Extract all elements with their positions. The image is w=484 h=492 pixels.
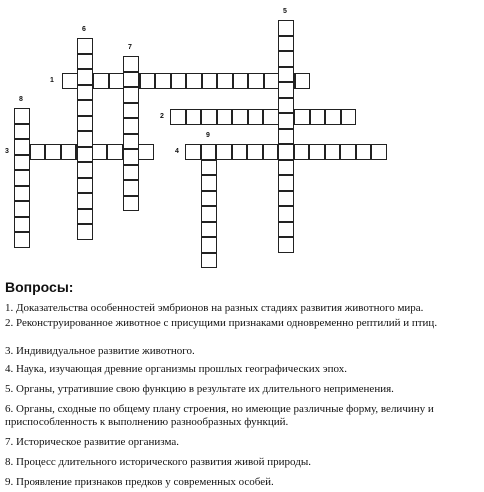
crossword-cell [201, 160, 217, 176]
crossword-cell [123, 196, 139, 212]
crossword-cell [278, 222, 294, 238]
clue-number-8: 8 [19, 96, 23, 103]
crossword-cell [247, 144, 263, 160]
crossword-cell [232, 109, 248, 125]
crossword-cell [14, 217, 30, 233]
crossword-cell [61, 144, 77, 160]
question-6: 6. Органы, сходные по общему плану строения, но имеющие различные форму, величину и приспособленность к выполнению разнообразных функций. [5, 403, 434, 428]
crossword-cell [278, 113, 294, 129]
crossword-cell [14, 232, 30, 248]
question-2: 2. Реконструированное животное с присущими признаками одновременно рептилий и птиц. [5, 317, 438, 329]
crossword-cell [325, 109, 341, 125]
crossword-cell [340, 144, 356, 160]
crossword-cell [77, 85, 93, 101]
crossword-cell [278, 175, 294, 191]
question-7: 7. Историческое развитие организма. [5, 436, 180, 448]
crossword-cell [123, 118, 139, 134]
crossword-cell [217, 109, 233, 125]
crossword-cell [201, 222, 217, 238]
question-4: 4. Наука, изучающая древние организмы прошлых географических эпох. [5, 363, 347, 375]
clue-number-1: 1 [50, 77, 54, 84]
clue-number-9: 9 [206, 132, 210, 139]
crossword-cell [232, 144, 248, 160]
question-1: 1. Доказательства особенностей эмбрионов на разных стадиях развития животного мира. [5, 302, 424, 314]
crossword-cell [278, 67, 294, 83]
crossword-cell [248, 73, 264, 89]
clue-number-3: 3 [5, 148, 9, 155]
crossword-cell [216, 144, 232, 160]
crossword-cell [171, 73, 187, 89]
crossword-cell [201, 109, 217, 125]
clue-number-2: 2 [160, 113, 164, 120]
clue-number-4: 4 [175, 148, 179, 155]
crossword-cell [109, 73, 125, 89]
question-5: 5. Органы, утратившие свою функцию в результате их длительного неприменения. [5, 383, 394, 395]
clue-number-7: 7 [128, 44, 132, 51]
crossword-cell [278, 129, 294, 145]
crossword-cell [201, 144, 217, 160]
crossword-cell [278, 144, 294, 160]
crossword-cell [123, 56, 139, 72]
crossword-cell [14, 201, 30, 217]
crossword-cell [201, 175, 217, 191]
crossword-cell [278, 160, 294, 176]
crossword-cell [233, 73, 249, 89]
crossword-cell [123, 103, 139, 119]
question-3: 3. Индивидуальное развитие животного. [5, 345, 195, 357]
crossword-cell [45, 144, 61, 160]
crossword-cell [325, 144, 341, 160]
crossword-cell [123, 180, 139, 196]
crossword-cell [201, 237, 217, 253]
crossword-cell [77, 38, 93, 54]
crossword-cell [123, 72, 139, 88]
crossword-cell [295, 73, 311, 89]
crossword-cell [107, 144, 123, 160]
crossword-cell [77, 193, 93, 209]
clue-number-6: 6 [82, 26, 86, 33]
crossword-cell [278, 82, 294, 98]
crossword-cell [202, 73, 218, 89]
crossword-cell [185, 144, 201, 160]
clue-number-5: 5 [283, 8, 287, 15]
crossword-cell [278, 191, 294, 207]
crossword-cell [14, 155, 30, 171]
crossword-cell [310, 109, 326, 125]
crossword-cell [294, 144, 310, 160]
crossword-cell [278, 206, 294, 222]
crossword-cell [77, 147, 93, 163]
crossword-cell [14, 186, 30, 202]
crossword-cell [371, 144, 387, 160]
crossword-cell [77, 69, 93, 85]
crossword-cell [309, 144, 325, 160]
crossword-cell [77, 162, 93, 178]
crossword-cell [123, 87, 139, 103]
crossword-cell [278, 51, 294, 67]
crossword-cell [356, 144, 372, 160]
crossword-cell [186, 109, 202, 125]
question-8: 8. Процесс длительного исторического развития живой природы. [5, 456, 311, 468]
crossword-cell [14, 139, 30, 155]
crossword-cell [140, 73, 156, 89]
questions-heading: Вопросы: [5, 279, 74, 295]
crossword-cell [123, 149, 139, 165]
crossword-cell [201, 206, 217, 222]
crossword-cell [77, 224, 93, 240]
crossword-cell [201, 253, 217, 269]
crossword-cell [77, 209, 93, 225]
question-9: 9. Проявление признаков предков у современных особей. [5, 476, 274, 488]
crossword-cell [14, 170, 30, 186]
crossword-cell [93, 73, 109, 89]
crossword-cell [14, 124, 30, 140]
crossword-cell [170, 109, 186, 125]
crossword-cell [248, 109, 264, 125]
crossword-cell [77, 100, 93, 116]
crossword-cell [92, 144, 108, 160]
crossword-cell [217, 73, 233, 89]
crossword-cell [77, 178, 93, 194]
crossword-cell [123, 165, 139, 181]
crossword-cell [62, 73, 78, 89]
crossword-cell [263, 109, 279, 125]
crossword-cell [77, 54, 93, 70]
crossword-cell [30, 144, 46, 160]
crossword-cell [123, 134, 139, 150]
crossword-cell [341, 109, 357, 125]
crossword-cell [263, 144, 279, 160]
crossword-cell [77, 116, 93, 132]
crossword-cell [186, 73, 202, 89]
crossword-cell [138, 144, 154, 160]
crossword-cell [155, 73, 171, 89]
crossword-cell [14, 108, 30, 124]
crossword-cell [264, 73, 280, 89]
crossword-cell [201, 191, 217, 207]
crossword-cell [278, 36, 294, 52]
crossword-cell [278, 20, 294, 36]
crossword-cell [77, 131, 93, 147]
crossword-cell [294, 109, 310, 125]
crossword-cell [278, 237, 294, 253]
crossword-cell [278, 98, 294, 114]
